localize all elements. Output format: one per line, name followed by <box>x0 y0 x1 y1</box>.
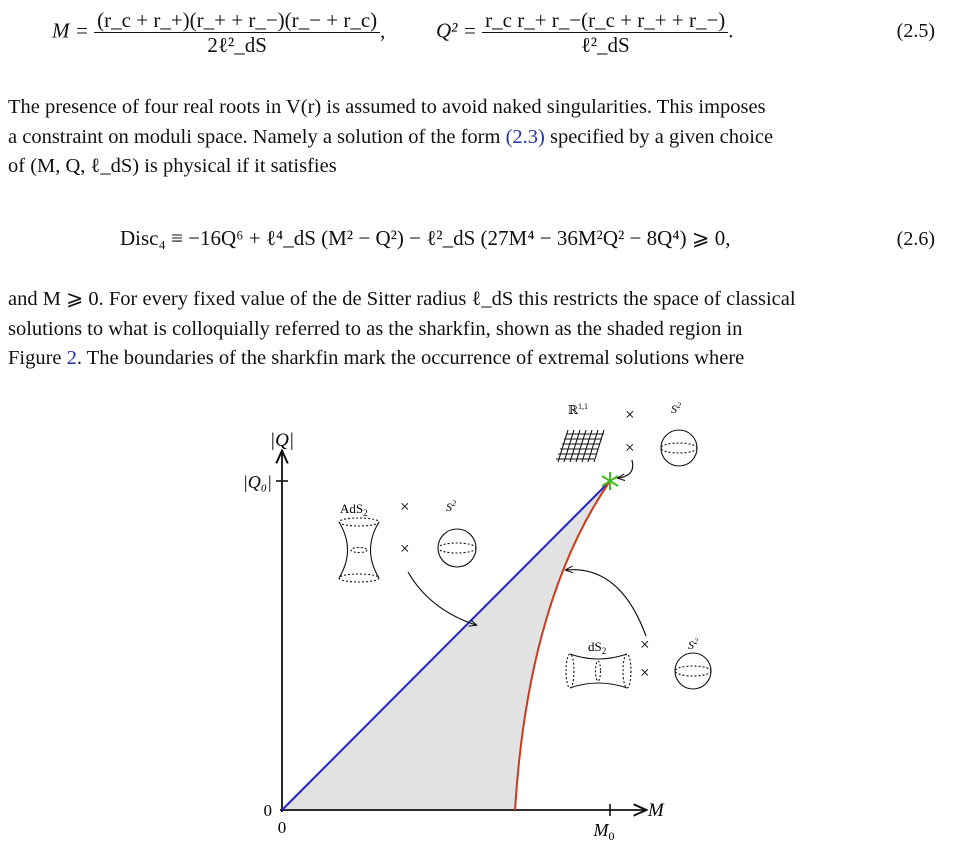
text-span: specified by a given choice <box>549 125 774 148</box>
inset-flat-s2 <box>556 401 697 478</box>
origin-y-label: 0 <box>263 801 272 820</box>
ads-pointer-arrow <box>408 572 476 625</box>
label-main: S <box>446 500 452 514</box>
sphere-icon <box>675 653 711 689</box>
origin-x-label: 0 <box>277 818 287 837</box>
inset-ds2-s2 <box>566 570 711 689</box>
y-axis-label: |Q| <box>269 430 295 451</box>
label-main: S <box>688 638 694 652</box>
ds-pointer-arrow <box>566 570 646 636</box>
paragraph-line: solutions to what is colloquially referred to as the sharkfin, shown as the shaded region in <box>8 317 743 340</box>
inset-flat-times: × <box>625 405 635 424</box>
label-sup: 2 <box>677 401 681 410</box>
label-sub: 2 <box>601 646 607 656</box>
sphere-icon <box>438 529 476 567</box>
label-main: S <box>671 402 677 416</box>
inset-flat-label <box>568 402 588 417</box>
label-sub: 2 <box>363 508 368 518</box>
label-main: ℝ <box>568 403 578 417</box>
inset-flat-s2-label <box>671 401 681 416</box>
inset-ads-times-2: × <box>400 539 410 558</box>
inset-ds-s2-label <box>688 637 698 652</box>
equation-2-5: M = $\frac{(r\_c + r\_+)(r\_+ + r\_-)(r\_- + r\_c)}{\text{2ℓ²\_dS}}$ , Q² = $\frac{\text{r\_c r\_+ r\_−(r\_c + r\_+ + r\_−)}}{\text{ℓ²\_dS}}$ . (2.5) <box>52 8 935 57</box>
equation-reference-link[interactable]: (2.3) <box>505 125 545 148</box>
inset-ads2-s2 <box>339 497 476 625</box>
label-sup: 2 <box>694 637 698 646</box>
sphere-icon <box>661 430 697 466</box>
y-tick-label: |Q₀| <box>242 472 272 492</box>
label-main: dS <box>588 639 602 654</box>
eq-disc-text: Disc₄ ≡ −16Q⁶ + ℓ⁴_dS (M² − Q²) − ℓ²_dS (27M⁴ − 36M²Q² − 8Q⁴) ⩾ 0, <box>120 226 731 250</box>
inset-ds-times-2: × <box>640 663 650 682</box>
eq-m-numerator: (r_c + r_+)(r_+ + r_−)(r_− + r_c) <box>94 8 380 33</box>
ds-bottleneck-icon <box>566 654 631 688</box>
flat-pointer-arrow <box>618 460 633 478</box>
x-tick-main: M <box>593 820 609 840</box>
paragraph-line: and M ⩾ 0. For every fixed value of the de Sitter radius ℓ_dS this restricts the space of classical <box>8 288 796 310</box>
inset-ads-times: × <box>400 497 410 516</box>
inset-flat-times-2: × <box>625 438 635 457</box>
figure-reference-link[interactable]: 2 <box>66 347 77 369</box>
x-tick-sub: 0 <box>608 829 615 843</box>
text-span: Figure <box>8 347 62 369</box>
eq-m-lhs: M = <box>52 18 89 43</box>
inset-ds-label <box>588 639 606 656</box>
paragraph-line: of (M, Q, ℓ_dS) is physical if it satisfies <box>8 155 337 177</box>
flat-grid-icon <box>556 430 604 462</box>
inset-ds-times: × <box>640 635 650 654</box>
x-axis-label: M <box>648 800 664 821</box>
label-sup: 1,1 <box>577 402 588 411</box>
eq-m-denominator: 2ℓ²_dS <box>207 33 267 57</box>
text-span: . The boundaries of the sharkfin mark the occurrence of extremal solutions where <box>76 347 745 369</box>
ads-throat-icon <box>339 518 379 582</box>
equation-number: (2.5) <box>896 20 935 42</box>
eq-q-denominator: ℓ²_dS <box>580 33 630 57</box>
label-main: AdS <box>340 501 364 516</box>
label-sup: 2 <box>452 499 456 508</box>
text-span: a constraint on moduli space. Namely a solution of the form <box>8 125 501 148</box>
equation-number: (2.6) <box>896 228 935 250</box>
inset-ads-s2-label <box>446 499 456 514</box>
eq-q-lhs: Q² = <box>436 18 477 43</box>
paragraph-line: The presence of four real roots in V(r) is assumed to avoid naked singularities. This imposes <box>8 96 766 118</box>
x-tick-label <box>593 820 615 843</box>
inset-ads-label <box>340 501 368 518</box>
eq-q-numerator: r_c r_+ r_−(r_c + r_+ + r_−) <box>482 8 728 33</box>
